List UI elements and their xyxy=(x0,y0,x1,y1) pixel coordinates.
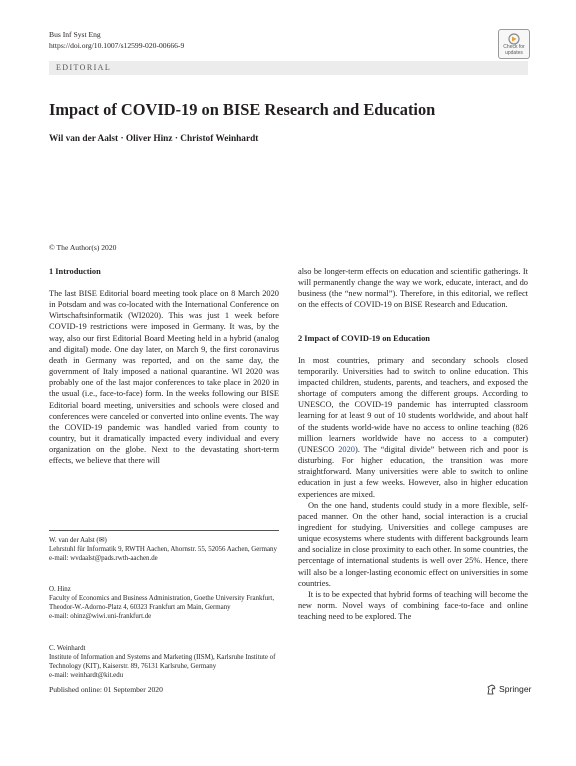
affiliation-address: Lehrstuhl für Informatik 9, RWTH Aachen, Ahornstr. 55, 52056 Aachen, Germany xyxy=(49,546,277,554)
paragraph xyxy=(298,355,528,500)
text-run: ). The “digital divide” between rich and poor is disturbing. For higher education, the transition was more straightforward. Many universities were able to switch to online education in just a few weeks. However, also in higher education experiences are mixed. xyxy=(298,444,528,499)
affiliation-address: Institute of Information and Systems and Marketing (IISM), Karlsruhe Institute of Technology (KIT), Kaiserstr. 89, 76131 Karlsruhe, Germany xyxy=(49,654,276,671)
affiliation-name: C. Weinhardt xyxy=(49,645,86,652)
affiliation-name: O. Hinz xyxy=(49,586,71,593)
affiliation-name: W. van der Aalst (✉) xyxy=(49,537,107,544)
footnote-divider xyxy=(49,530,279,531)
article-type-label: EDITORIAL xyxy=(56,63,112,72)
right-column xyxy=(298,266,528,622)
paragraph: The last BISE Editorial board meeting took place on 8 March 2020 in Potsdam and was co-located with the International Conference on Wirtschaftsinformatik (WI2020). This was just 1 week before COVID-19 restrictions were imposed in Germany. It was, by the way, also our first Editorial Board Meeting held in a hybrid (analog and digital) mode. One day later, on March 9, the first coronavirus death in Germany was reported, and on the same day, the government of Italy imposed a national quarantine. WI 2020 was probably one of the last major conferences to take place in 2020 in the usual (i.e., face-to-face) form. In the weeks following our BISE Editorial board meeting, universities and schools were closed and conferences were canceled or converted into online events. The way the COVID-19 pandemic was handled varied from county to country, but it dramatically impacted every individual and every organization on the globe. Next to the devastating short-term effects, we believe that there will xyxy=(49,289,279,466)
author-separator: · xyxy=(174,134,178,144)
doi-link[interactable]: https://doi.org/10.1007/s12599-020-00666-9 xyxy=(49,41,185,50)
author-2[interactable]: Oliver Hinz xyxy=(125,134,173,144)
author-1[interactable]: Wil van der Aalst xyxy=(49,134,119,144)
paragraph: also be longer-term effects on education and scientific gatherings. It will permanently change the way we work, educate, interact, and do business (the “new normal”). Therefore, in this editorial, we reflect on the effects of COVID-19 on BISE Research and Education. xyxy=(298,267,528,310)
springer-horse-icon xyxy=(486,684,497,695)
article-title: Impact of COVID-19 on BISE Research and Education xyxy=(49,100,436,119)
section-heading: 2 Impact of COVID-19 on Education xyxy=(298,333,430,343)
affiliation-email[interactable]: e-mail: wvdaalst@pads.rwth-aachen.de xyxy=(49,555,158,563)
author-list xyxy=(49,134,258,144)
badge-line-1: Check for xyxy=(503,44,525,50)
text-run: In most countries, primary and secondary schools closed temporarily. Universities had to switch to online education. This impacted children, students, parents, and teachers, and exposed the shortage of computers among the different groups. According to UNESCO, the COVID-19 pandemic has interrupted classroom learning for at least 9 out of 10 students worldwide, and about half of the students world-wide have no access to online teaching (826 million learners worldwide have no access to a computer) (UNESCO xyxy=(298,355,528,454)
section-heading: 1 Introduction xyxy=(49,267,101,276)
affiliation-address: Faculty of Economics and Business Administration, Goethe University Frankfurt, Theodor-W.-Adorno-Platz 4, 60323 Frankfurt am Main, Germany xyxy=(49,595,275,612)
left-column xyxy=(49,266,279,467)
badge-line-2: updates xyxy=(505,49,523,56)
paragraph: It is to be expected that hybrid forms of teaching will become the new norm. Novel ways of combining face-to-face and online teaching need to be explored. The xyxy=(298,589,528,622)
affiliation-1 xyxy=(49,536,289,563)
author-separator: · xyxy=(120,134,124,144)
affiliation-email[interactable]: e-mail: ohinz@wiwi.uni-frankfurt.de xyxy=(49,613,152,621)
affiliation-3 xyxy=(49,644,289,681)
publisher-name: Springer xyxy=(499,684,532,694)
copyright-notice: © The Author(s) 2020 xyxy=(49,243,117,252)
author-3[interactable]: Christof Weinhardt xyxy=(180,134,259,144)
citation-link[interactable]: 2020 xyxy=(338,444,355,454)
journal-name: Bus Inf Syst Eng xyxy=(49,30,101,39)
check-for-updates-badge[interactable] xyxy=(498,29,530,59)
section-band xyxy=(49,61,528,75)
affiliation-email[interactable]: e-mail: weinhardt@kit.edu xyxy=(49,672,124,680)
affiliation-2 xyxy=(49,585,289,622)
published-date: Published online: 01 September 2020 xyxy=(49,685,163,694)
paragraph: On the one hand, students could study in a more flexible, self-paced manner. On the other hand, social interaction is a crucial ingredient for studying. Universities and college campuses are unique ecosystems where students with different backgrounds learn and socialize in close proximity to each other. In some countries, the percentage of international students is well over 25%. Hence, there will also be a longer-lasting economic effect on universities in some countries. xyxy=(298,500,528,588)
